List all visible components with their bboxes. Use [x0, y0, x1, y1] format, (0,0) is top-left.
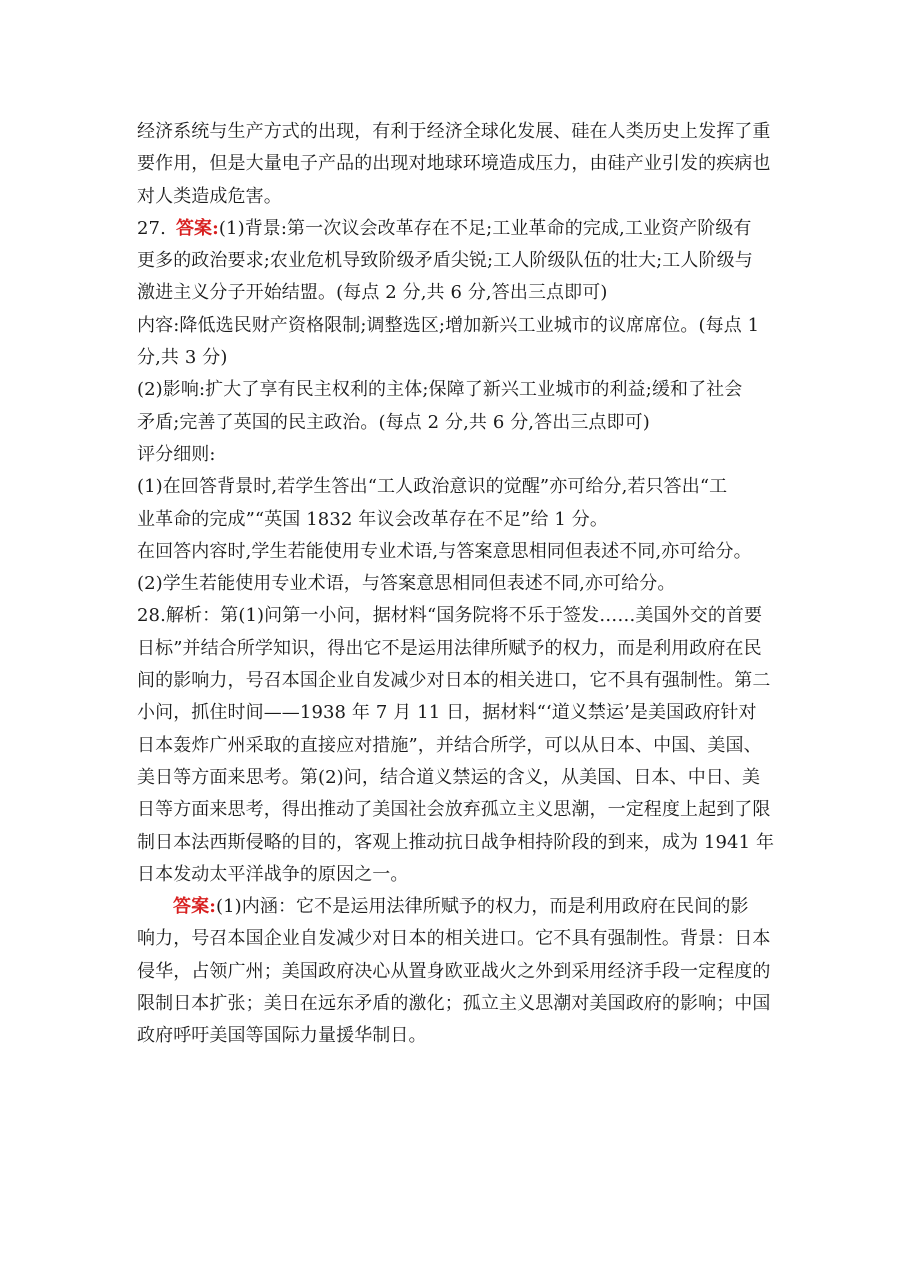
answer-text-body — [137, 116, 777, 1053]
text-line: 日等方面来思考，得出推动了美国社会放弃孤立主义思潮，一定程度上起到了限 — [137, 799, 771, 821]
question-28-answer-line — [137, 891, 777, 923]
text-line: 内容:降低选民财产资格限制;调整选区;增加新兴工业城市的议席席位。(每点 1 — [137, 314, 760, 336]
text-line: 限制日本扩张；美日在远东矛盾的激化；孤立主义思潮对美国政府的影响；中国 — [137, 993, 771, 1015]
answer-label: 答案: — [173, 896, 216, 918]
text-line: 经济系统与生产方式的出现，有利于经济全球化发展、硅在人类历史上发挥了重 — [137, 121, 771, 142]
text-line: 对人类造成危害。 — [137, 185, 282, 207]
text-line: 侵华，占领广州；美国政府决心从置身欧亚战火之外到采用经济手段一定程度的 — [137, 960, 771, 982]
text-line: 日本轰炸广州采取的直接应对措施”，并结合所学，可以从日本、中国、美国、 — [137, 734, 762, 756]
text-line: 政府呼吁美国等国际力量援华制日。 — [137, 1025, 427, 1047]
text-line: 间的影响力，号召本国企业自发减少对日本的相关进口，它不具有强制性。第二 — [137, 670, 771, 692]
text-line: (1)在回答背景时,若学生答出“工人政治意识的觉醒”亦可给分,若只答出“工 — [137, 476, 728, 498]
question-28-analysis-line: 28.解析：第(1)问第一小问，据材料“国务院将不乐于签发……美国外交的首要 — [137, 605, 763, 627]
question-27-answer-line — [137, 213, 777, 245]
text-line: 小问，抓住时间——1938 年 7 月 11 日，据材料“‘道义禁运’是美国政府针对 — [137, 702, 757, 724]
text-line: 激进主义分子开始结盟。(每点 2 分,共 6 分,答出三点即可) — [137, 282, 608, 304]
text-line: 更多的政治要求;农业危机导致阶级矛盾尖锐;工人阶级队伍的壮大;工人阶级与 — [137, 250, 753, 272]
text-line: 日标”并结合所学知识，得出它不是运用法律所赋予的权力，而是利用政府在民 — [137, 637, 762, 659]
text-line: 矛盾;完善了英国的民主政治。(每点 2 分,共 6 分,答出三点即可) — [137, 411, 650, 433]
answer-label: 答案: — [175, 217, 219, 239]
question-number: 27. — [137, 217, 166, 239]
text-line: 制日本法西斯侵略的目的，客观上推动抗日战争相持阶段的到来，成为 1941 年 — [137, 831, 775, 853]
text-line: 要作用，但是大量电子产品的出现对地球环境造成压力，由硅产业引发的疾病也 — [137, 153, 771, 175]
text-line: 响力，号召本国企业自发减少对日本的相关进口。它不具有强制性。背景：日本 — [137, 928, 771, 950]
scoring-rules-heading: 评分细则: — [137, 443, 216, 465]
text-line: 业革命的完成”“英国 1832 年议会改革存在不足”给 1 分。 — [137, 508, 608, 530]
answer-text: (1)内涵：它不是运用法律所赋予的权力，而是利用政府在民间的影 — [215, 896, 749, 918]
text-line: 分,共 3 分) — [137, 347, 228, 369]
text-line: 日本发动太平洋战争的原因之一。 — [137, 863, 409, 885]
text-line: (2)影响:扩大了享有民主权利的主体;保障了新兴工业城市的利益;缓和了社会 — [137, 379, 743, 401]
answer-text: (1)背景:第一次议会改革存在不足;工业革命的完成,工业资产阶级有 — [218, 217, 752, 239]
text-line: 美日等方面来思考。第(2)问，结合道义禁运的含义，从美国、日本、中日、美 — [137, 766, 761, 788]
text-line: (2)学生若能使用专业术语，与答案意思相同但表述不同,亦可给分。 — [137, 573, 676, 595]
text-line: 在回答内容时,学生若能使用专业术语,与答案意思相同但表述不同,亦可给分。 — [137, 540, 752, 562]
